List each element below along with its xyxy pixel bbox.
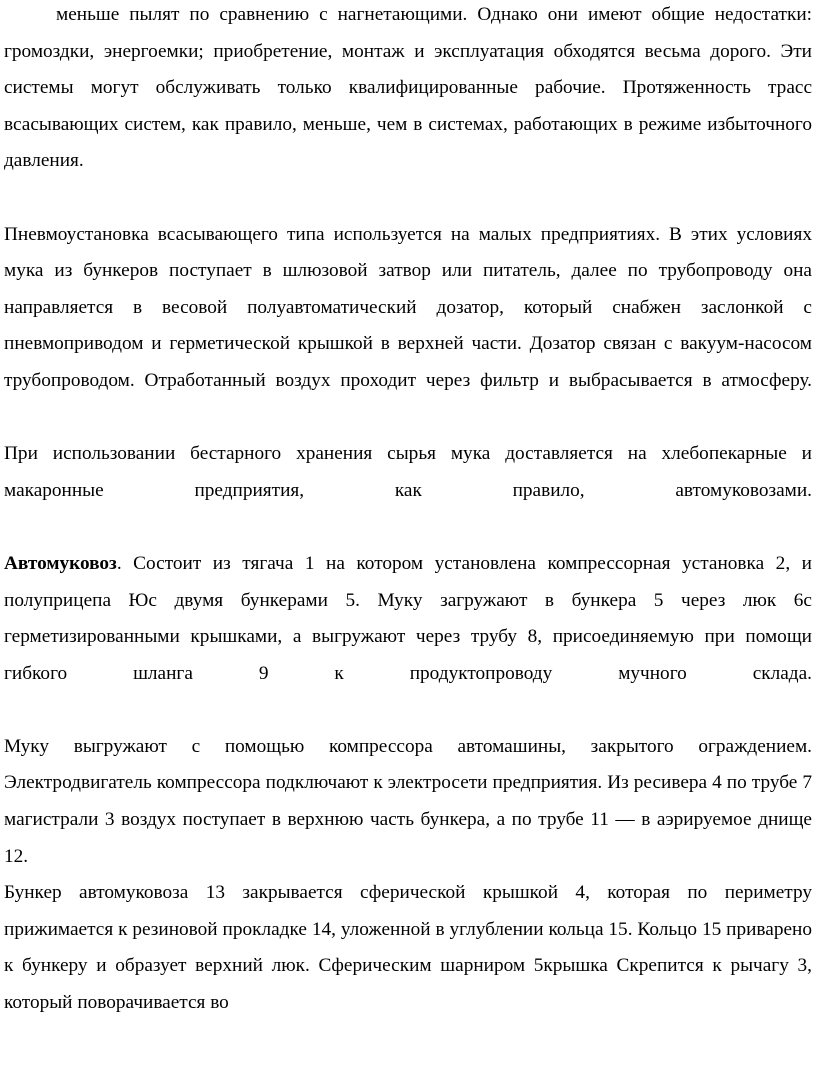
- paragraph-flour-truck: [4, 546, 812, 692]
- paragraph-bunker-lid: Бункер автомуковоза 13 закрывается сферической крышкой 4, которая по периметру прижимается к резиновой прокладке 14, уложенной в углублении кольца 15. Кольцо 15 приварено к бункеру и образует верхний люк. Сферическим шарниром 5крышка Скрепится к рычагу 3, который поворачивается во: [4, 882, 812, 1014]
- paragraph-pneumatic-suction-drawbacks: меньше пылят по сравнению с нагнетающими. Однако они имеют общие недостатки: громоздки, энергоемки; приобретение, монтаж и эксплуатация обходятся весьма дорого. Эти системы могут обслуживать только квалифицированные рабочие. Протяженность трасс всасывающих систем, как правило, меньше, чем в системах, работающих в режиме избыточного давления.: [4, 4, 812, 172]
- paragraph-spacer: [4, 692, 812, 729]
- flour-truck-description: . Состоит из тягача 1 на котором установлена компрессорная установка 2, и полуприцепа Юс двумя бункерами 5. Муку загружают в бункера 5 через люк 6с герметизированными крышками, а выгружают через трубу 8, присоединяемую при помощи гибкого шланга 9 к продуктопроводу мучного склада.: [4, 552, 812, 684]
- paragraph-unloading: Муку выгружают с помощью компрессора автомашины, закрытого ограждением. Электродвигатель компрессора подключают к электросети предприятия. Из ресивера 4 по трубе 7 магистрали 3 воздух поступает в верхнюю часть бункера, а по трубе 11 — в аэрируемое днище 12.: [4, 735, 812, 867]
- paragraph-suction-installation: Пневмоустановка всасывающего типа используется на малых предприятиях. В этих условиях мука из бункеров поступает в шлюзовой затвор или питатель, далее по трубопроводу она направляется в весовой полуавтоматический дозатор, который снабжен заслонкой с пневмоприводом и герметической крышкой в верхней части. Дозатор связан с вакуум-насосом трубопроводом. Отработанный воздух проходит через фильтр и выбрасывается в атмосферу.: [4, 223, 812, 391]
- paragraph-spacer: [4, 509, 812, 546]
- paragraph-bulk-storage: При использовании бестарного хранения сырья мука доставляется на хлебопекарные и макаронные предприятия, как правило, автомуковозами.: [4, 443, 812, 501]
- paragraph-spacer: [4, 400, 812, 437]
- flour-truck-term: Автомуковоз: [4, 552, 117, 574]
- paragraph-spacer: [4, 180, 812, 217]
